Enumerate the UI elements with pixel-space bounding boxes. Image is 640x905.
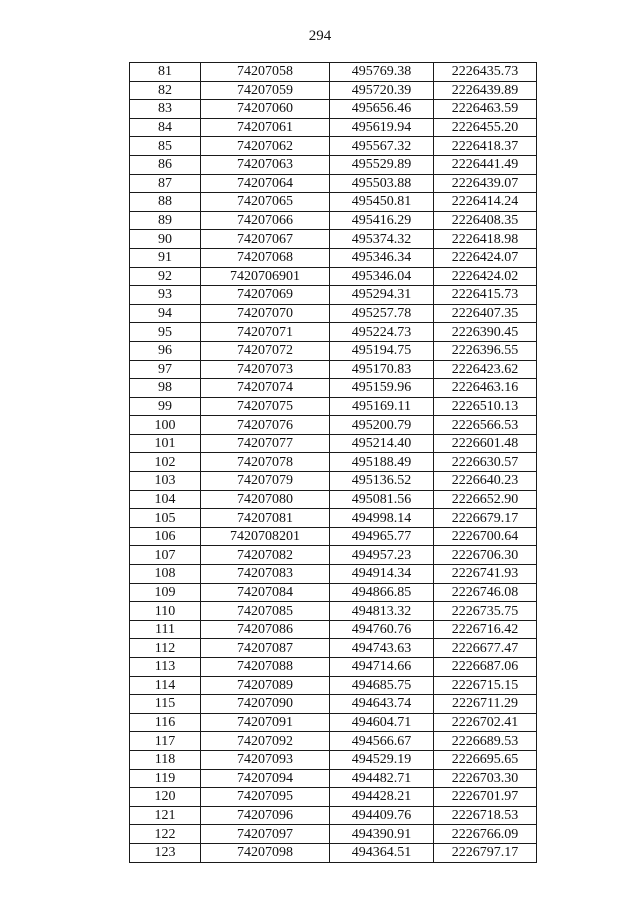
point-id-cell: 74207069 — [201, 286, 330, 305]
point-id-cell: 74207094 — [201, 769, 330, 788]
y-coordinate-cell: 2226718.53 — [434, 806, 537, 825]
point-id-cell: 74207090 — [201, 695, 330, 714]
point-id-cell: 74207098 — [201, 843, 330, 862]
row-number-cell: 114 — [130, 676, 201, 695]
table-row — [130, 527, 537, 546]
y-coordinate-cell: 2226396.55 — [434, 341, 537, 360]
page-number: 294 — [308, 28, 332, 44]
y-coordinate-cell: 2226439.07 — [434, 174, 537, 193]
table-row — [130, 453, 537, 472]
y-coordinate-cell: 2226408.35 — [434, 211, 537, 230]
table-row — [130, 379, 537, 398]
x-coordinate-cell: 495529.89 — [330, 155, 434, 174]
point-id-cell: 74207077 — [201, 434, 330, 453]
point-id-cell: 74207065 — [201, 193, 330, 212]
y-coordinate-cell: 2226715.15 — [434, 676, 537, 695]
x-coordinate-cell: 494760.76 — [330, 620, 434, 639]
table-row — [130, 509, 537, 528]
row-number-cell: 86 — [130, 155, 201, 174]
point-id-cell: 74207071 — [201, 323, 330, 342]
row-number-cell: 108 — [130, 565, 201, 584]
y-coordinate-cell: 2226746.08 — [434, 583, 537, 602]
table-row — [130, 341, 537, 360]
point-id-cell: 74207093 — [201, 750, 330, 769]
row-number-cell: 98 — [130, 379, 201, 398]
table-row — [130, 360, 537, 379]
row-number-cell: 96 — [130, 341, 201, 360]
table-row — [130, 695, 537, 714]
y-coordinate-cell: 2226797.17 — [434, 843, 537, 862]
row-number-cell: 121 — [130, 806, 201, 825]
y-coordinate-cell: 2226414.24 — [434, 193, 537, 212]
x-coordinate-cell: 494364.51 — [330, 843, 434, 862]
point-id-cell: 74207074 — [201, 379, 330, 398]
table-row — [130, 248, 537, 267]
row-number-cell: 95 — [130, 323, 201, 342]
row-number-cell: 109 — [130, 583, 201, 602]
row-number-cell: 106 — [130, 527, 201, 546]
row-number-cell: 107 — [130, 546, 201, 565]
row-number-cell: 94 — [130, 304, 201, 323]
x-coordinate-cell: 494604.71 — [330, 713, 434, 732]
table-row — [130, 230, 537, 249]
row-number-cell: 85 — [130, 137, 201, 156]
x-coordinate-cell: 494566.67 — [330, 732, 434, 751]
y-coordinate-cell: 2226630.57 — [434, 453, 537, 472]
y-coordinate-cell: 2226390.45 — [434, 323, 537, 342]
table-row — [130, 639, 537, 658]
y-coordinate-cell: 2226601.48 — [434, 434, 537, 453]
x-coordinate-cell: 495450.81 — [330, 193, 434, 212]
table-row — [130, 620, 537, 639]
x-coordinate-cell: 494957.23 — [330, 546, 434, 565]
y-coordinate-cell: 2226677.47 — [434, 639, 537, 658]
x-coordinate-cell: 494965.77 — [330, 527, 434, 546]
y-coordinate-cell: 2226415.73 — [434, 286, 537, 305]
y-coordinate-cell: 2226435.73 — [434, 63, 537, 82]
table-row — [130, 155, 537, 174]
row-number-cell: 112 — [130, 639, 201, 658]
x-coordinate-cell: 495224.73 — [330, 323, 434, 342]
table-row — [130, 750, 537, 769]
table-row — [130, 286, 537, 305]
row-number-cell: 100 — [130, 416, 201, 435]
table-row — [130, 843, 537, 862]
y-coordinate-cell: 2226716.42 — [434, 620, 537, 639]
row-number-cell: 117 — [130, 732, 201, 751]
row-number-cell: 113 — [130, 658, 201, 677]
y-coordinate-cell: 2226510.13 — [434, 397, 537, 416]
x-coordinate-cell: 494714.66 — [330, 658, 434, 677]
row-number-cell: 122 — [130, 825, 201, 844]
coordinates-table — [129, 62, 537, 863]
row-number-cell: 120 — [130, 788, 201, 807]
table-row — [130, 81, 537, 100]
row-number-cell: 110 — [130, 602, 201, 621]
row-number-cell: 101 — [130, 434, 201, 453]
table-row — [130, 565, 537, 584]
x-coordinate-cell: 495346.34 — [330, 248, 434, 267]
x-coordinate-cell: 495194.75 — [330, 341, 434, 360]
point-id-cell: 7420706901 — [201, 267, 330, 286]
point-id-cell: 74207087 — [201, 639, 330, 658]
x-coordinate-cell: 494529.19 — [330, 750, 434, 769]
point-id-cell: 74207067 — [201, 230, 330, 249]
y-coordinate-cell: 2226687.06 — [434, 658, 537, 677]
x-coordinate-cell: 494914.34 — [330, 565, 434, 584]
y-coordinate-cell: 2226766.09 — [434, 825, 537, 844]
y-coordinate-cell: 2226706.30 — [434, 546, 537, 565]
y-coordinate-cell: 2226652.90 — [434, 490, 537, 509]
row-number-cell: 111 — [130, 620, 201, 639]
x-coordinate-cell: 495567.32 — [330, 137, 434, 156]
y-coordinate-cell: 2226455.20 — [434, 118, 537, 137]
row-number-cell: 82 — [130, 81, 201, 100]
x-coordinate-cell: 495136.52 — [330, 472, 434, 491]
point-id-cell: 74207097 — [201, 825, 330, 844]
y-coordinate-cell: 2226711.29 — [434, 695, 537, 714]
point-id-cell: 7420708201 — [201, 527, 330, 546]
table-row — [130, 583, 537, 602]
x-coordinate-cell: 495200.79 — [330, 416, 434, 435]
x-coordinate-cell: 494685.75 — [330, 676, 434, 695]
point-id-cell: 74207086 — [201, 620, 330, 639]
point-id-cell: 74207076 — [201, 416, 330, 435]
table-row — [130, 118, 537, 137]
row-number-cell: 119 — [130, 769, 201, 788]
row-number-cell: 115 — [130, 695, 201, 714]
point-id-cell: 74207089 — [201, 676, 330, 695]
row-number-cell: 92 — [130, 267, 201, 286]
row-number-cell: 89 — [130, 211, 201, 230]
y-coordinate-cell: 2226463.16 — [434, 379, 537, 398]
point-id-cell: 74207082 — [201, 546, 330, 565]
y-coordinate-cell: 2226701.97 — [434, 788, 537, 807]
table-row — [130, 267, 537, 286]
row-number-cell: 90 — [130, 230, 201, 249]
point-id-cell: 74207072 — [201, 341, 330, 360]
table-row — [130, 658, 537, 677]
point-id-cell: 74207063 — [201, 155, 330, 174]
x-coordinate-cell: 494813.32 — [330, 602, 434, 621]
point-id-cell: 74207095 — [201, 788, 330, 807]
point-id-cell: 74207066 — [201, 211, 330, 230]
row-number-cell: 81 — [130, 63, 201, 82]
row-number-cell: 102 — [130, 453, 201, 472]
x-coordinate-cell: 494866.85 — [330, 583, 434, 602]
x-coordinate-cell: 495416.29 — [330, 211, 434, 230]
x-coordinate-cell: 495257.78 — [330, 304, 434, 323]
row-number-cell: 97 — [130, 360, 201, 379]
table-row — [130, 825, 537, 844]
point-id-cell: 74207068 — [201, 248, 330, 267]
table-row — [130, 63, 537, 82]
point-id-cell: 74207084 — [201, 583, 330, 602]
row-number-cell: 99 — [130, 397, 201, 416]
point-id-cell: 74207081 — [201, 509, 330, 528]
row-number-cell: 84 — [130, 118, 201, 137]
row-number-cell: 118 — [130, 750, 201, 769]
x-coordinate-cell: 495656.46 — [330, 100, 434, 119]
row-number-cell: 104 — [130, 490, 201, 509]
y-coordinate-cell: 2226407.35 — [434, 304, 537, 323]
x-coordinate-cell: 495214.40 — [330, 434, 434, 453]
y-coordinate-cell: 2226741.93 — [434, 565, 537, 584]
y-coordinate-cell: 2226679.17 — [434, 509, 537, 528]
point-id-cell: 74207061 — [201, 118, 330, 137]
table-row — [130, 174, 537, 193]
y-coordinate-cell: 2226689.53 — [434, 732, 537, 751]
table-row — [130, 546, 537, 565]
table-row — [130, 100, 537, 119]
point-id-cell: 74207078 — [201, 453, 330, 472]
y-coordinate-cell: 2226418.37 — [434, 137, 537, 156]
table-row — [130, 304, 537, 323]
point-id-cell: 74207070 — [201, 304, 330, 323]
y-coordinate-cell: 2226695.65 — [434, 750, 537, 769]
table-row — [130, 788, 537, 807]
x-coordinate-cell: 495170.83 — [330, 360, 434, 379]
y-coordinate-cell: 2226566.53 — [434, 416, 537, 435]
point-id-cell: 74207096 — [201, 806, 330, 825]
table-row — [130, 323, 537, 342]
x-coordinate-cell: 494743.63 — [330, 639, 434, 658]
table-row — [130, 732, 537, 751]
point-id-cell: 74207080 — [201, 490, 330, 509]
point-id-cell: 74207073 — [201, 360, 330, 379]
coordinates-table-body — [130, 63, 537, 863]
table-row — [130, 434, 537, 453]
row-number-cell: 123 — [130, 843, 201, 862]
point-id-cell: 74207060 — [201, 100, 330, 119]
y-coordinate-cell: 2226735.75 — [434, 602, 537, 621]
table-row — [130, 472, 537, 491]
y-coordinate-cell: 2226703.30 — [434, 769, 537, 788]
table-row — [130, 137, 537, 156]
x-coordinate-cell: 495346.04 — [330, 267, 434, 286]
point-id-cell: 74207064 — [201, 174, 330, 193]
x-coordinate-cell: 495619.94 — [330, 118, 434, 137]
x-coordinate-cell: 495159.96 — [330, 379, 434, 398]
row-number-cell: 83 — [130, 100, 201, 119]
x-coordinate-cell: 494390.91 — [330, 825, 434, 844]
y-coordinate-cell: 2226463.59 — [434, 100, 537, 119]
x-coordinate-cell: 494998.14 — [330, 509, 434, 528]
table-row — [130, 397, 537, 416]
x-coordinate-cell: 495294.31 — [330, 286, 434, 305]
point-id-cell: 74207083 — [201, 565, 330, 584]
row-number-cell: 116 — [130, 713, 201, 732]
y-coordinate-cell: 2226424.02 — [434, 267, 537, 286]
x-coordinate-cell: 495720.39 — [330, 81, 434, 100]
row-number-cell: 93 — [130, 286, 201, 305]
table-row — [130, 416, 537, 435]
x-coordinate-cell: 494409.76 — [330, 806, 434, 825]
point-id-cell: 74207092 — [201, 732, 330, 751]
row-number-cell: 103 — [130, 472, 201, 491]
row-number-cell: 88 — [130, 193, 201, 212]
point-id-cell: 74207079 — [201, 472, 330, 491]
y-coordinate-cell: 2226418.98 — [434, 230, 537, 249]
point-id-cell: 74207085 — [201, 602, 330, 621]
point-id-cell: 74207075 — [201, 397, 330, 416]
table-row — [130, 490, 537, 509]
table-row — [130, 806, 537, 825]
x-coordinate-cell: 494482.71 — [330, 769, 434, 788]
point-id-cell: 74207088 — [201, 658, 330, 677]
y-coordinate-cell: 2226439.89 — [434, 81, 537, 100]
point-id-cell: 74207059 — [201, 81, 330, 100]
x-coordinate-cell: 494428.21 — [330, 788, 434, 807]
table-row — [130, 602, 537, 621]
y-coordinate-cell: 2226423.62 — [434, 360, 537, 379]
y-coordinate-cell: 2226700.64 — [434, 527, 537, 546]
y-coordinate-cell: 2226424.07 — [434, 248, 537, 267]
table-row — [130, 676, 537, 695]
row-number-cell: 91 — [130, 248, 201, 267]
x-coordinate-cell: 495769.38 — [330, 63, 434, 82]
y-coordinate-cell: 2226640.23 — [434, 472, 537, 491]
table-row — [130, 211, 537, 230]
row-number-cell: 87 — [130, 174, 201, 193]
row-number-cell: 105 — [130, 509, 201, 528]
point-id-cell: 74207058 — [201, 63, 330, 82]
table-row — [130, 769, 537, 788]
x-coordinate-cell: 494643.74 — [330, 695, 434, 714]
point-id-cell: 74207091 — [201, 713, 330, 732]
point-id-cell: 74207062 — [201, 137, 330, 156]
x-coordinate-cell: 495188.49 — [330, 453, 434, 472]
x-coordinate-cell: 495374.32 — [330, 230, 434, 249]
y-coordinate-cell: 2226441.49 — [434, 155, 537, 174]
x-coordinate-cell: 495503.88 — [330, 174, 434, 193]
y-coordinate-cell: 2226702.41 — [434, 713, 537, 732]
table-row — [130, 193, 537, 212]
table-row — [130, 713, 537, 732]
x-coordinate-cell: 495169.11 — [330, 397, 434, 416]
x-coordinate-cell: 495081.56 — [330, 490, 434, 509]
